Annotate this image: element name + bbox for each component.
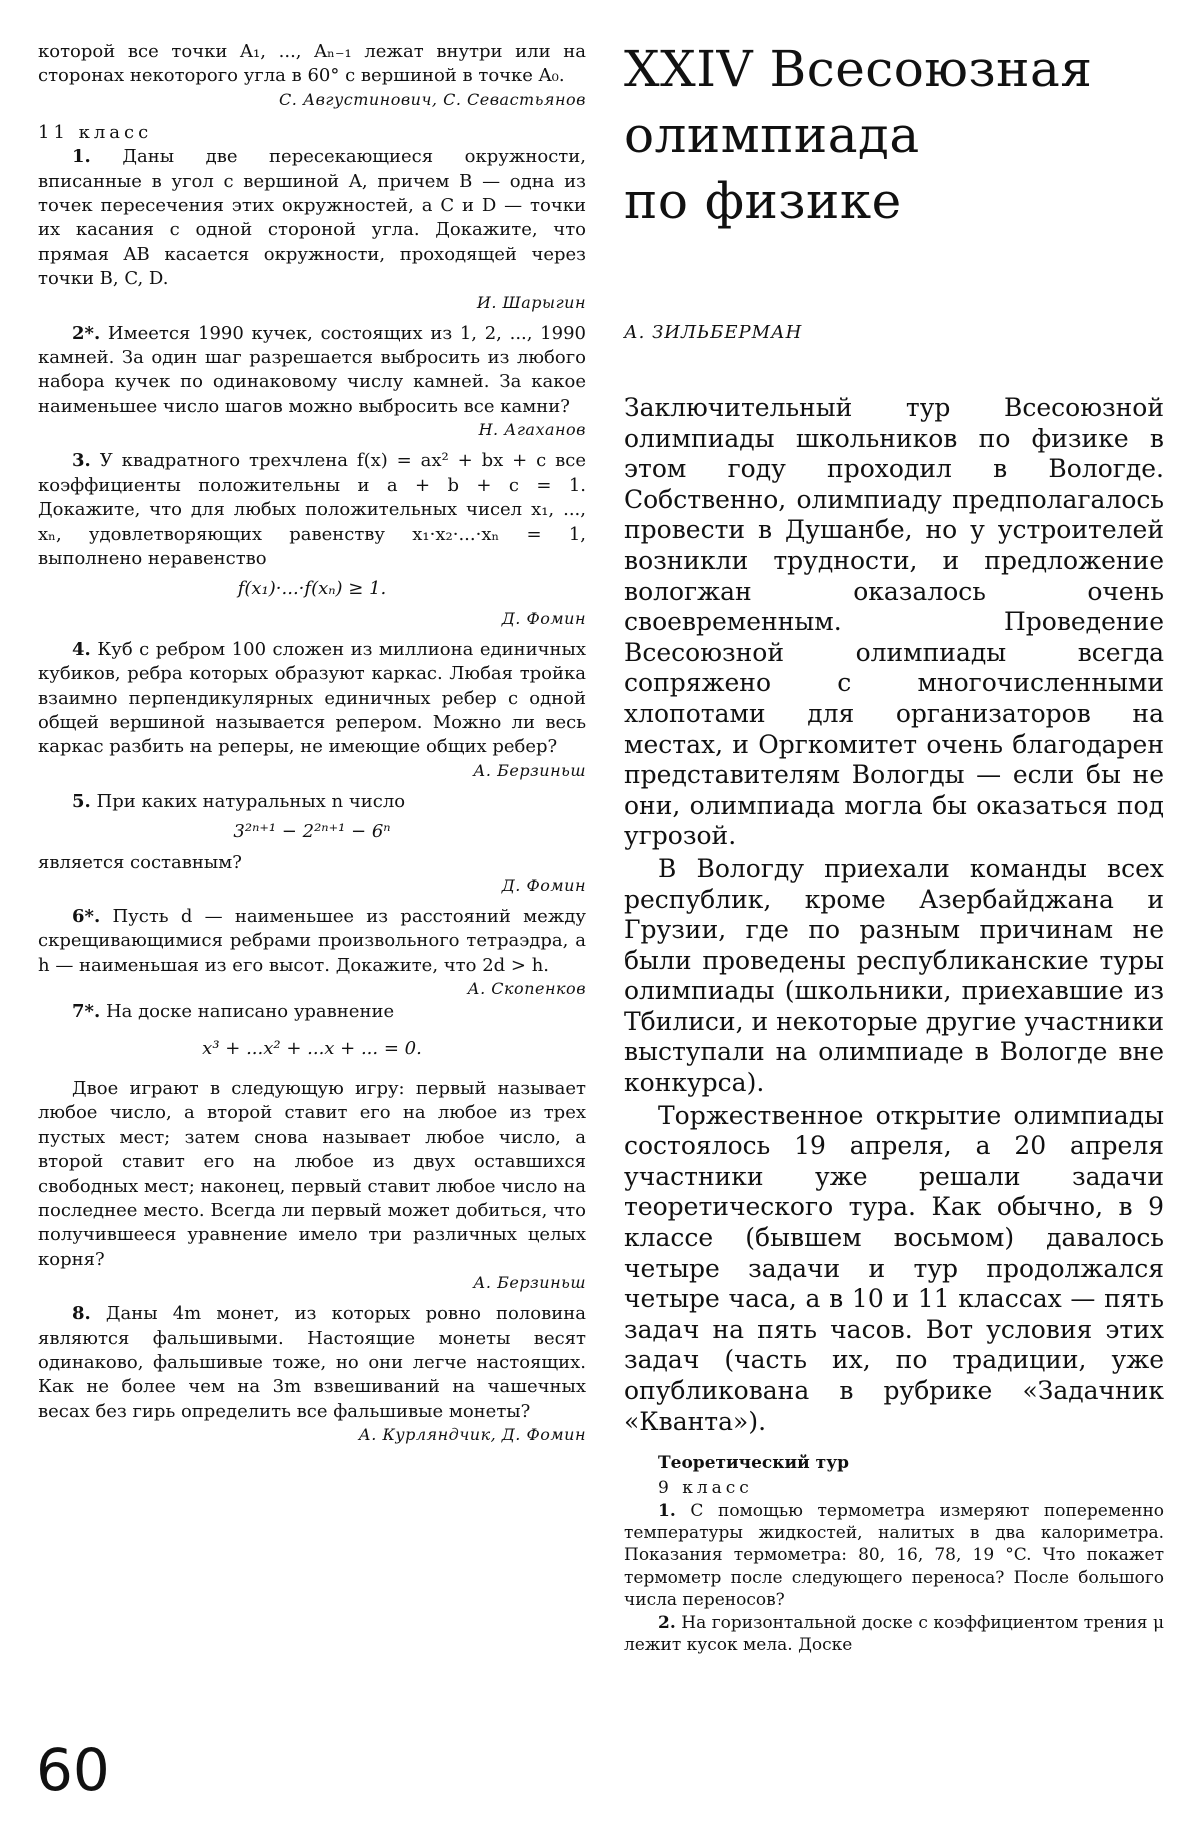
formula: x³ + ...x² + ...x + ... = 0. xyxy=(202,1037,422,1059)
problem-text: На доске написано уравнение xyxy=(105,1001,395,1023)
problem-6 xyxy=(38,905,586,1000)
title-line: XXIV Всесоюзная xyxy=(624,40,1093,98)
article-body xyxy=(624,393,1164,1437)
problem-text: При каких натуральных n число xyxy=(96,790,406,812)
problem-number: 1. xyxy=(658,1500,676,1521)
problem-2 xyxy=(38,322,586,442)
problem-number: 2*. xyxy=(72,322,101,344)
problem-text: Куб с ребром 100 сложен из миллиона единичных кубиков, ребра которых образуют каркас. Любая тройка взаимно перпендикулярных единичных ребер с одной общей вершиной называется репером. Можно ли весь каркас разбить на реперы, не имеющие общих ребер? xyxy=(38,638,586,758)
physics-problems xyxy=(624,1477,1164,1656)
author: А. Скопенков xyxy=(467,979,586,999)
author: Д. Фомин xyxy=(501,875,586,895)
problem-text: Даны 4m монет, из которых ровно половина являются фальшивыми. Настоящие монеты весят одинаково, фальшивые тоже, но они легче настоящих. Как не более чем на 3m взвешиваний на чашечных весах без гирь определить все фальшивые монеты? xyxy=(38,1303,586,1422)
left-column xyxy=(38,40,586,1446)
problem-number: 2. xyxy=(658,1612,676,1633)
problem-4 xyxy=(38,638,586,782)
problem-1 xyxy=(38,145,586,313)
author: А. Берзиньш xyxy=(473,760,586,780)
problem-2 xyxy=(624,1612,1164,1657)
problem-text: Даны две пересекающиеся окружности, вписанные в угол с вершиной A, причем B — одна из точек пересечения этих окружностей, а C и D — точки их касания с одной стороной угла. Докажите, что прямая AB касается окружности, проходящей через точки B, C, D. xyxy=(38,146,586,290)
page-number: 60 xyxy=(36,1736,110,1804)
author: Д. Фомин xyxy=(501,608,586,628)
grade-heading: 11 класс xyxy=(38,121,153,143)
problem-7 xyxy=(38,1000,586,1294)
problem-number: 1. xyxy=(72,146,91,168)
title-line: по физике xyxy=(624,172,902,230)
author: А. Курляндчик, Д. Фомин xyxy=(358,1425,586,1445)
problem-8 xyxy=(38,1302,586,1446)
problem-text-after: является составным? xyxy=(38,851,242,873)
author: С. Августинович, С. Севастьянов xyxy=(279,89,586,109)
author: Н. Агаханов xyxy=(478,420,586,440)
paragraph: В Вологду приехали команды всех республик, кроме Азербайджана и Грузии, где по разным причинам не были проведены республиканские туры олимпиады (школьники, приехавшие из Тбилиси, и некоторые другие участники выступали на олимпиаде в Вологде вне конкурса). xyxy=(624,853,1164,1098)
paragraph: Заключительный тур Всесоюзной олимпиады школьников по физике в этом году проходил в Вологде. Собственно, олимпиаду предполагалось провести в Душанбе, но у устроителей возникли трудности, и предложение вологжан оказалось очень своевременным. Проведение Всесоюзной олимпиады всегда сопряжено с многочисленными хлопотами для организаторов на местах, и Оргкомитет очень благодарен представителям Вологды — если бы не они, олимпиада могла бы оказаться под угрозой. xyxy=(624,393,1164,851)
title-line: олимпиада xyxy=(624,106,920,164)
problem-1 xyxy=(624,1500,1164,1612)
author: А. Берзиньш xyxy=(473,1273,586,1293)
problem-text-after: Двое играют в следующую игру: первый называет любое число, а второй ставит его на любое из трех пустых мест; затем снова называет любое число, а второй ставит его на любое из двух оставшихся свободных мест; наконец, первый ставит любое число на последнее место. Всегда ли первый может добиться, что получившееся уравнение имело три различных целых корня? xyxy=(38,1078,586,1270)
problem-number: 4. xyxy=(72,638,91,660)
problem-number: 5. xyxy=(72,790,91,812)
formula: 3²ⁿ⁺¹ − 2²ⁿ⁺¹ − 6ⁿ xyxy=(233,821,391,843)
problem-number: 8. xyxy=(72,1303,91,1325)
problem-text: Пусть d — наименьшее из расстояний между скрещивающимися ребрами произвольного тетраэдра, а h — наименьшая из его высот. Докажите, что 2d > h. xyxy=(38,905,587,976)
problem-number: 3. xyxy=(72,450,91,472)
author: И. Шарыгин xyxy=(476,292,586,312)
formula: f(x₁)·...·f(xₙ) ≥ 1. xyxy=(237,578,387,600)
right-column xyxy=(624,36,1164,1656)
problem-text: С помощью термометра измеряют попеременно температуры жидкостей, налитых в два калориметра. Показания термометра: 80, 16, 78, 19 °C. Что покажет термометр после следующего переноса? После большого числа переносов? xyxy=(624,1500,1165,1611)
section-title: Теоретический тур xyxy=(658,1453,849,1474)
problem-5 xyxy=(38,790,586,897)
paragraph: Торжественное открытие олимпиады состоялось 19 апреля, а 20 апреля участники уже решали задачи теоретического тура. Как обычно, в 9 классе (бывшем восьмом) давалось четыре задачи и тур продолжался четыре часа, а в 10 и 11 классах — пять задач на пять часов. Вот условия этих задач (часть их, по традиции, уже опубликована в рубрике «Задачник «Кванта»). xyxy=(624,1100,1164,1436)
article-title xyxy=(624,36,1164,234)
grade-heading: 9 класс xyxy=(658,1478,753,1499)
intro-text: которой все точки A₁, ..., Aₙ₋₁ лежат внутри или на сторонах некоторого угла в 60° с вершиной в точке A₀. xyxy=(38,41,586,87)
problem-3 xyxy=(38,449,586,629)
problem-text: У квадратного трехчлена f(x) = ax² + bx + c все коэффициенты положительны и a + b + c = 1. Докажите, что для любых положительных чисел x₁, ..., xₙ, удовлетворяющих равенству x₁·x₂·...·xₙ = 1, выполнено неравенство xyxy=(38,450,586,569)
problem-text: Имеется 1990 кучек, состоящих из 1, 2, ..., 1990 камней. За один шаг разрешается выбросить из любого набора кучек по одинаковому числу камней. За какое наименьшее число шагов можно выбросить все камни? xyxy=(38,322,586,417)
problem-number: 7*. xyxy=(72,1001,101,1023)
problem-number: 6*. xyxy=(72,905,101,927)
byline: А. ЗИЛЬБЕРМАН xyxy=(624,322,803,343)
problem-text: На горизонтальной доске с коэффициентом трения μ лежит кусок мела. Доске xyxy=(624,1612,1164,1656)
